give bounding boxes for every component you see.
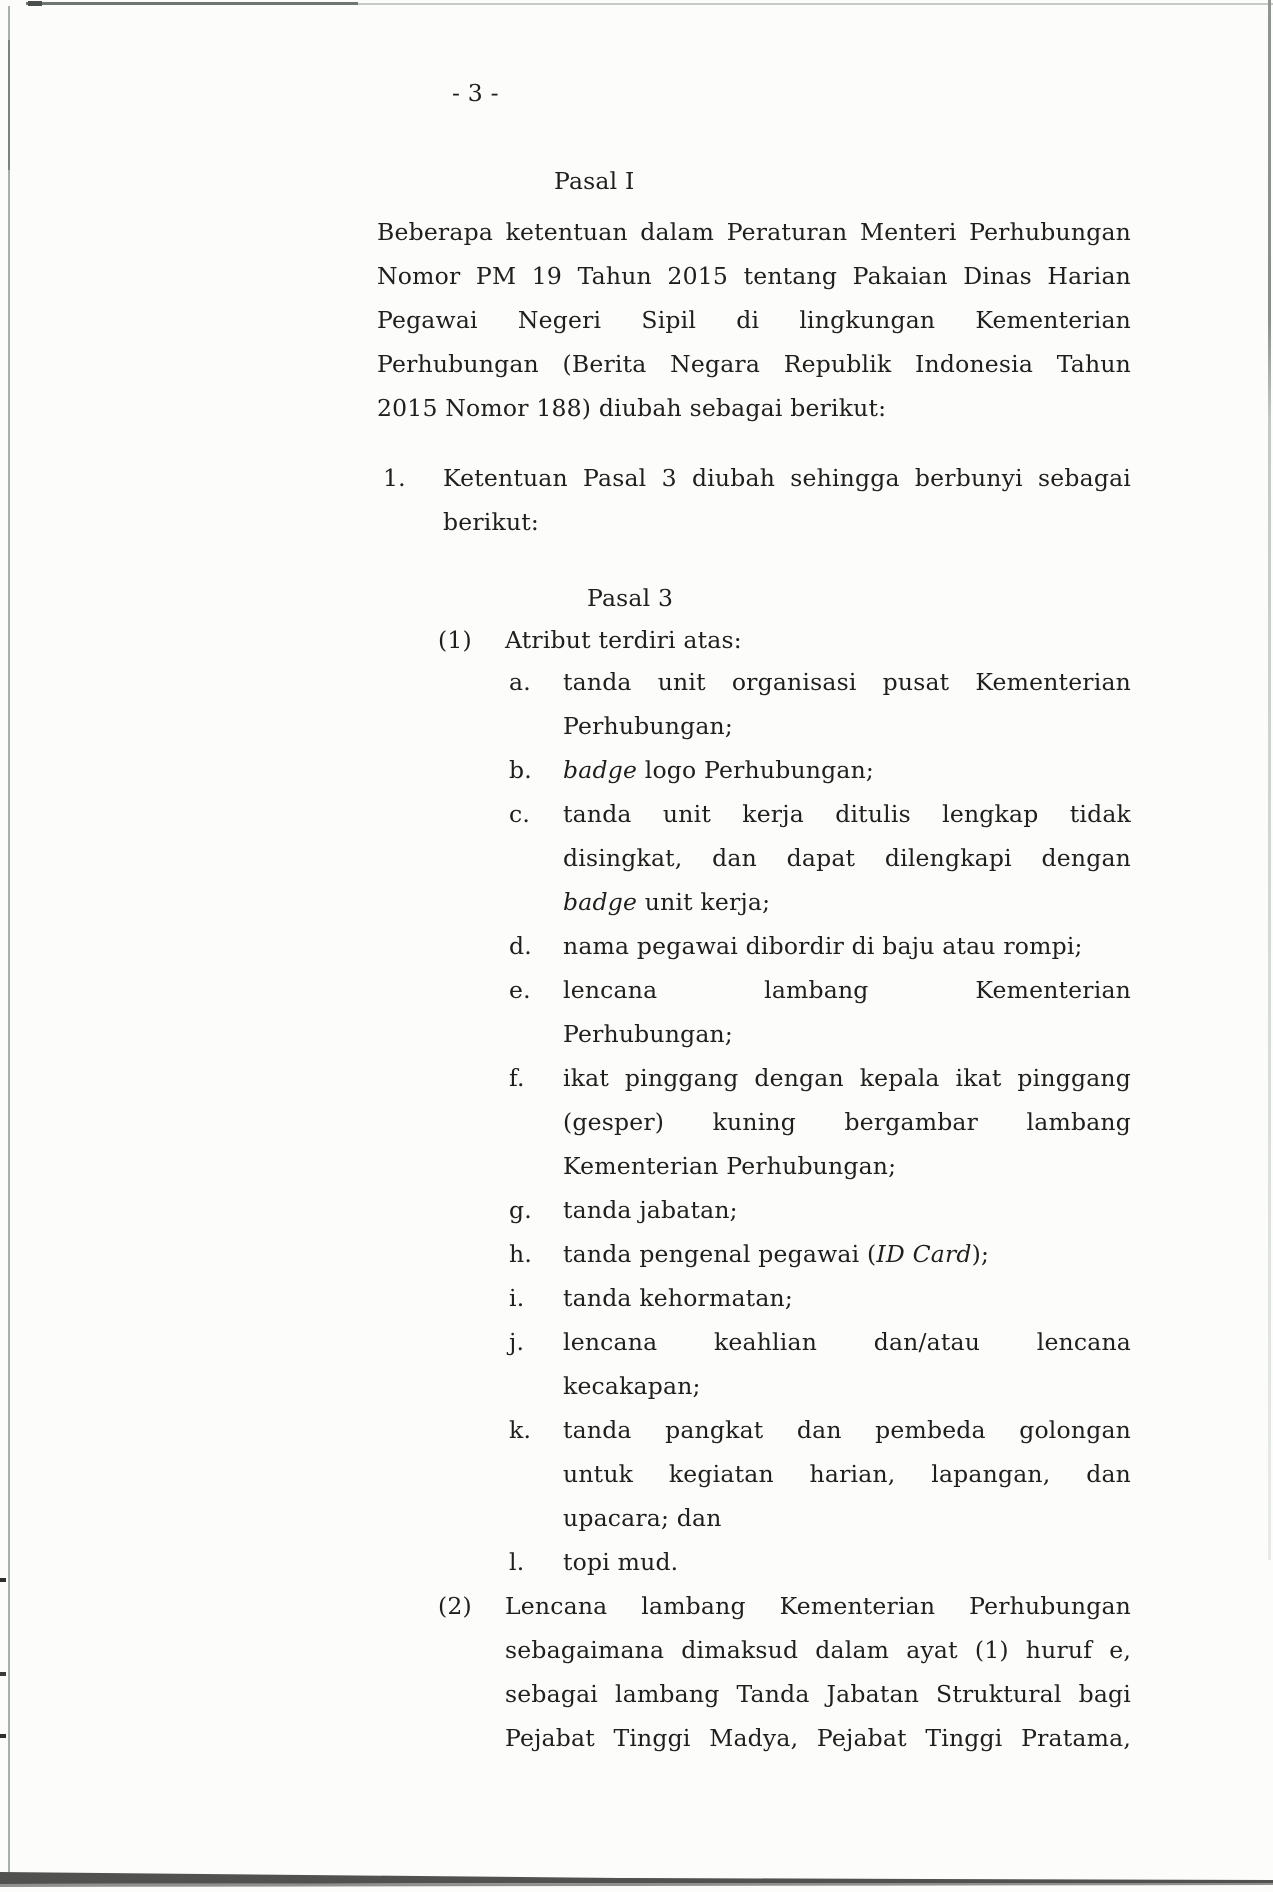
huruf-k-line: upacara; dan bbox=[563, 1504, 722, 1532]
ayat-1-marker: (1) bbox=[438, 626, 472, 654]
huruf-k-line: tanda pangkat dan pembeda golongan bbox=[563, 1416, 1131, 1444]
item-1 bbox=[383, 456, 1131, 544]
huruf-k-marker: k. bbox=[509, 1416, 532, 1444]
item-1-line: berikut: bbox=[443, 508, 540, 536]
huruf-g-line: tanda jabatan; bbox=[563, 1196, 738, 1224]
huruf-j-marker: j. bbox=[509, 1328, 525, 1356]
page-number-line: - 3 - bbox=[452, 79, 499, 107]
huruf-l bbox=[509, 1540, 1131, 1584]
pasal-3-heading-line: Pasal 3 bbox=[587, 584, 674, 612]
huruf-a-line: Perhubungan; bbox=[563, 712, 733, 740]
item-1-marker: 1. bbox=[383, 464, 406, 492]
huruf-e-marker: e. bbox=[509, 976, 531, 1004]
ayat-2-line: Lencana lambang Kementerian Perhubungan bbox=[505, 1592, 1131, 1620]
huruf-e-line: lencana lambang Kementerian bbox=[563, 976, 1131, 1004]
ayat-2-marker: (2) bbox=[438, 1592, 472, 1620]
intro-paragraph-line: Beberapa ketentuan dalam Peraturan Menteri Perhubungan bbox=[377, 218, 1131, 246]
pasal-1-heading bbox=[554, 159, 954, 203]
huruf-c-line: tanda unit kerja ditulis lengkap tidak bbox=[563, 800, 1131, 828]
huruf-a bbox=[509, 660, 1131, 748]
huruf-g bbox=[509, 1188, 1131, 1232]
intro-paragraph-line: Perhubungan (Berita Negara Republik Indonesia Tahun bbox=[377, 350, 1131, 378]
huruf-b bbox=[509, 748, 1131, 792]
huruf-j-line: kecakapan; bbox=[563, 1372, 701, 1400]
page-number bbox=[452, 71, 852, 115]
huruf-l-marker: l. bbox=[509, 1548, 525, 1576]
ayat-2-line: sebagaimana dimaksud dalam ayat (1) huruf e, bbox=[505, 1636, 1131, 1664]
huruf-c bbox=[509, 792, 1131, 924]
huruf-b-marker: b. bbox=[509, 756, 532, 784]
huruf-k bbox=[509, 1408, 1131, 1540]
item-1-line: Ketentuan Pasal 3 diubah sehingga berbunyi sebagai bbox=[443, 464, 1131, 492]
ayat-2 bbox=[438, 1584, 1131, 1760]
ayat-1 bbox=[438, 618, 1131, 662]
ayat-2-line: sebagai lambang Tanda Jabatan Struktural bagi bbox=[505, 1680, 1131, 1708]
huruf-h-marker: h. bbox=[509, 1240, 533, 1268]
huruf-i-marker: i. bbox=[509, 1284, 525, 1312]
huruf-d bbox=[509, 924, 1131, 968]
huruf-e-line: Perhubungan; bbox=[563, 1020, 733, 1048]
huruf-f-line: ikat pinggang dengan kepala ikat pinggang bbox=[563, 1064, 1131, 1092]
huruf-c-line: badge unit kerja; bbox=[563, 888, 771, 916]
intro-paragraph-line: 2015 Nomor 188) diubah sebagai berikut: bbox=[377, 394, 887, 422]
huruf-f-line: (gesper) kuning bergambar lambang bbox=[563, 1108, 1131, 1136]
intro-paragraph bbox=[377, 210, 1131, 430]
huruf-c-line: disingkat, dan dapat dilengkapi dengan bbox=[563, 844, 1131, 872]
huruf-j-line: lencana keahlian dan/atau lencana bbox=[563, 1328, 1131, 1356]
huruf-h-line: tanda pengenal pegawai (ID Card); bbox=[563, 1240, 990, 1268]
huruf-b-line: badge logo Perhubungan; bbox=[563, 756, 875, 784]
huruf-i bbox=[509, 1276, 1131, 1320]
pasal-1-heading-line: Pasal I bbox=[554, 167, 635, 195]
ayat-2-line: Pejabat Tinggi Madya, Pejabat Tinggi Pratama, bbox=[505, 1724, 1131, 1752]
intro-paragraph-line: Nomor PM 19 Tahun 2015 tentang Pakaian Dinas Harian bbox=[377, 262, 1131, 290]
huruf-l-line: topi mud. bbox=[563, 1548, 679, 1576]
ayat-1-line: Atribut terdiri atas: bbox=[505, 626, 742, 654]
huruf-h bbox=[509, 1232, 1131, 1276]
huruf-a-marker: a. bbox=[509, 668, 531, 696]
huruf-d-line: nama pegawai dibordir di baju atau rompi; bbox=[563, 932, 1083, 960]
intro-paragraph-line: Pegawai Negeri Sipil di lingkungan Kementerian bbox=[377, 306, 1131, 334]
huruf-i-line: tanda kehormatan; bbox=[563, 1284, 793, 1312]
huruf-g-marker: g. bbox=[509, 1196, 532, 1224]
huruf-f bbox=[509, 1056, 1131, 1188]
huruf-j bbox=[509, 1320, 1131, 1408]
huruf-a-line: tanda unit organisasi pusat Kementerian bbox=[563, 668, 1131, 696]
huruf-e bbox=[509, 968, 1131, 1056]
pasal-3-heading bbox=[587, 576, 987, 620]
huruf-f-line: Kementerian Perhubungan; bbox=[563, 1152, 897, 1180]
huruf-k-line: untuk kegiatan harian, lapangan, dan bbox=[563, 1460, 1131, 1488]
huruf-c-marker: c. bbox=[509, 800, 531, 828]
huruf-d-marker: d. bbox=[509, 932, 532, 960]
huruf-f-marker: f. bbox=[509, 1064, 525, 1092]
